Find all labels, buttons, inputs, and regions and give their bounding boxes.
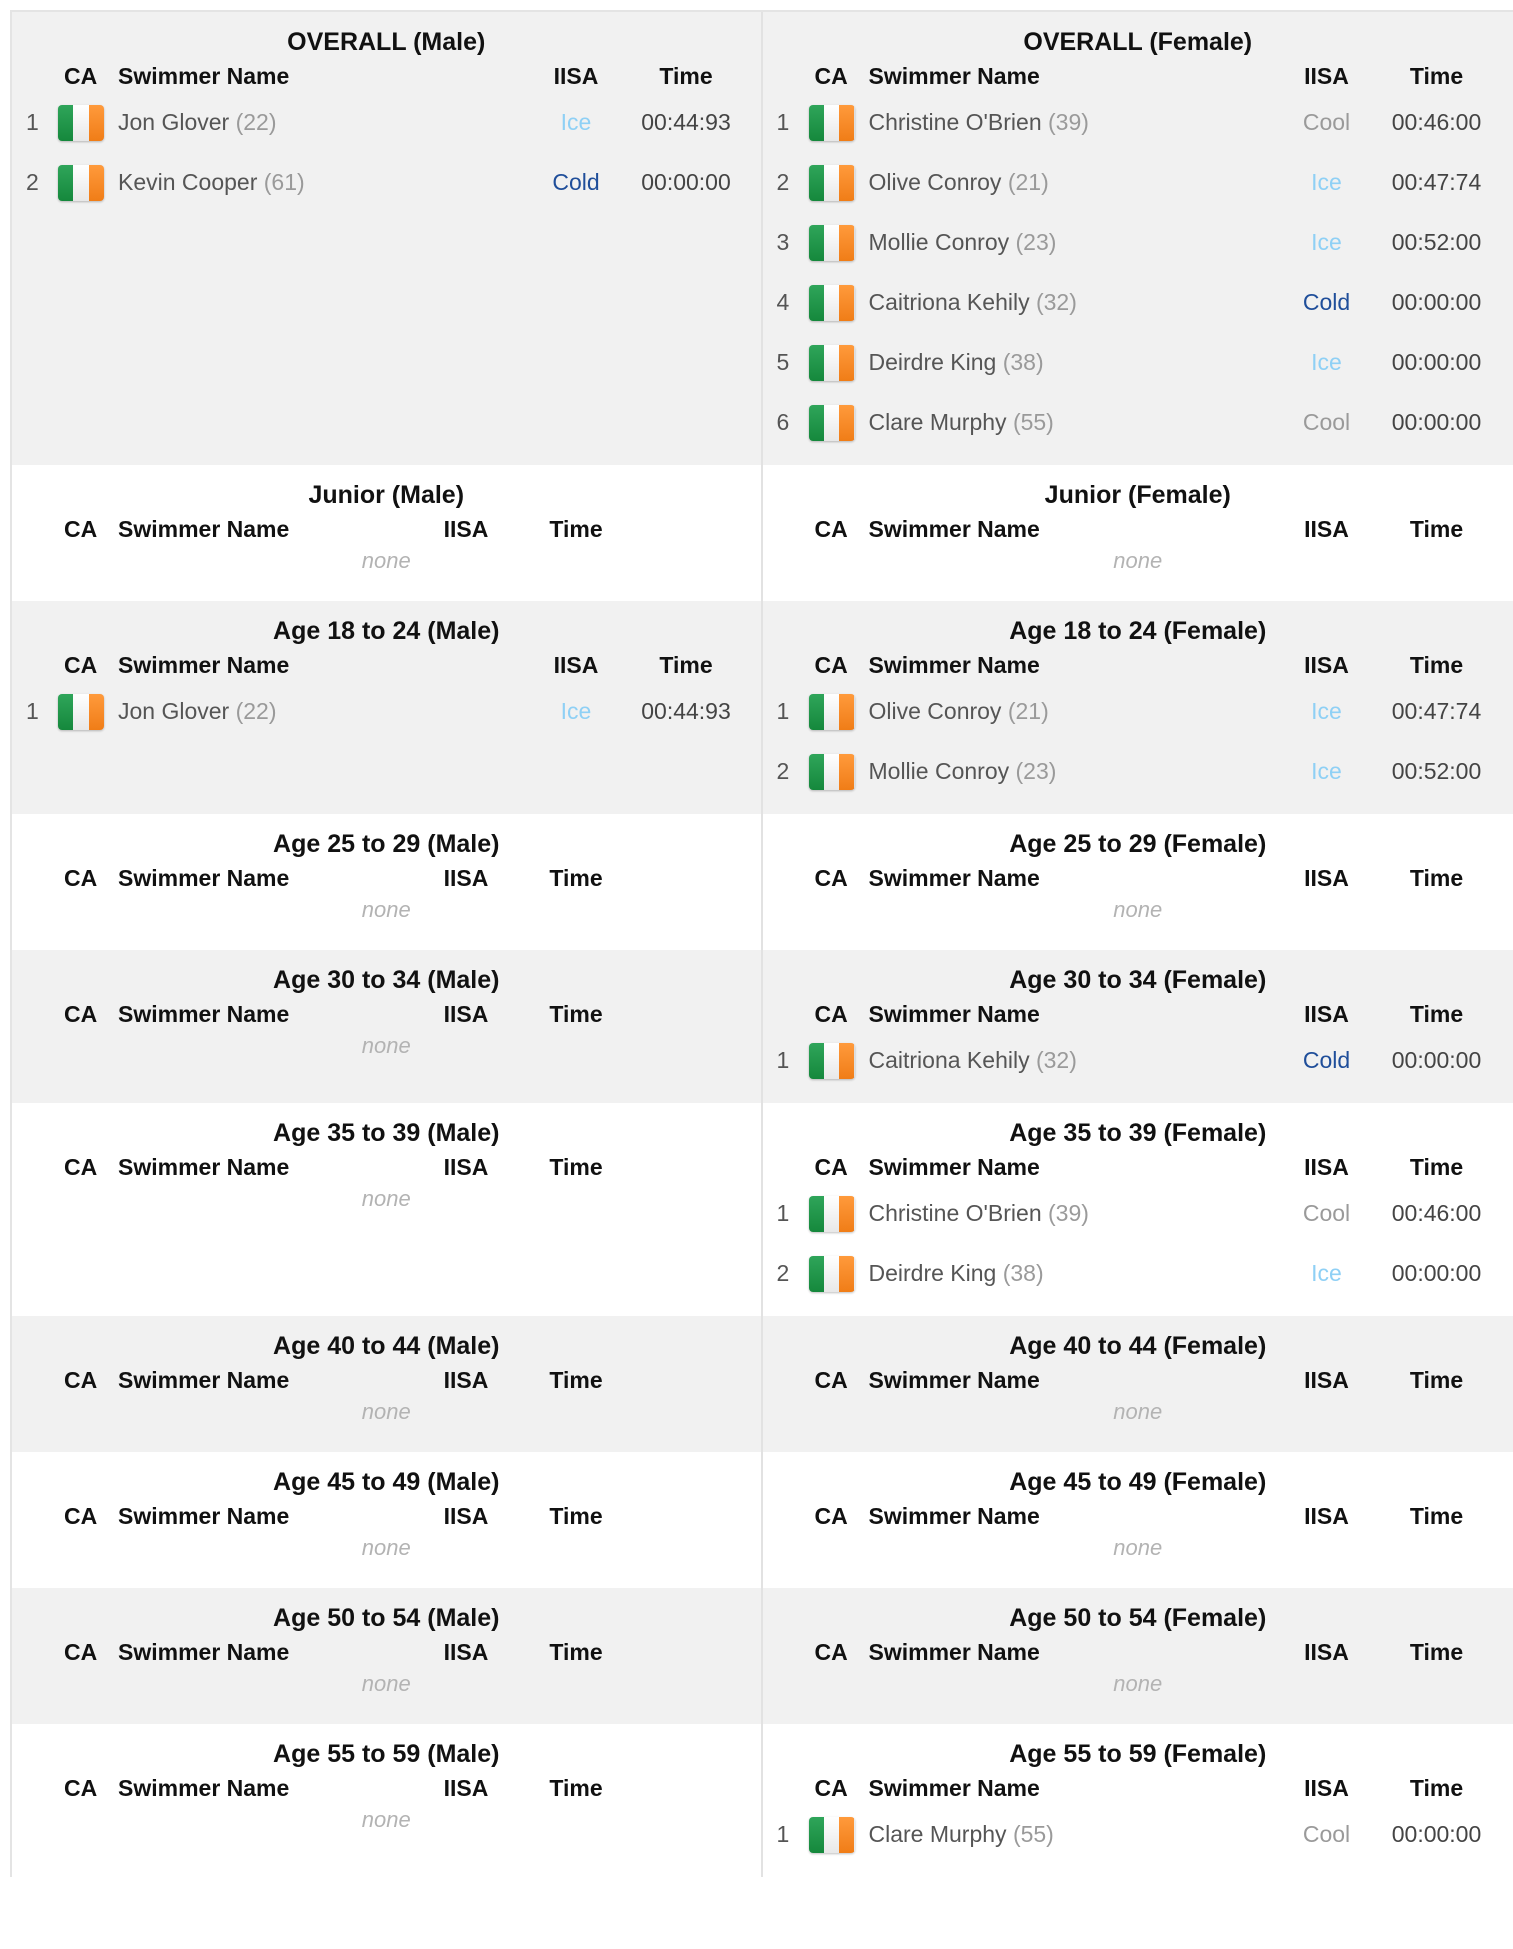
swim-time: 00:46:00 — [1391, 109, 1482, 135]
header-time: Time — [549, 1367, 603, 1393]
result-row — [763, 153, 1513, 213]
header-iisa: IISA — [1304, 1367, 1349, 1393]
column-headers — [12, 861, 761, 895]
ireland-flag-icon — [809, 1256, 855, 1292]
swimmer-name[interactable] — [869, 1200, 1089, 1227]
no-results-text: none — [361, 897, 411, 922]
header-iisa: IISA — [1304, 516, 1349, 542]
swimmer-name[interactable] — [869, 758, 1057, 785]
results-section-row — [12, 601, 1513, 814]
iisa-category: Cool — [1302, 1200, 1351, 1226]
male-results-panel — [12, 1452, 763, 1588]
header-iisa: IISA — [553, 63, 599, 89]
swimmer-age: (21) — [1007, 698, 1049, 724]
swimmer-name[interactable] — [118, 109, 277, 136]
result-row — [763, 213, 1513, 273]
ireland-flag-icon — [809, 1043, 855, 1079]
male-results-panel — [12, 601, 763, 814]
swimmer-name-text[interactable]: Clare Murphy — [868, 1821, 1007, 1847]
results-section-row — [12, 1724, 1513, 1877]
swimmer-name-text[interactable]: Jon Glover — [118, 698, 230, 724]
female-results-panel — [763, 950, 1513, 1103]
result-row — [763, 1184, 1513, 1244]
no-results-text: none — [361, 1033, 411, 1058]
male-results-panel — [12, 12, 763, 465]
result-row — [763, 93, 1513, 153]
column-headers — [763, 1150, 1513, 1184]
swimmer-name[interactable] — [869, 169, 1049, 196]
rank: 5 — [776, 349, 790, 375]
header-ca: CA — [814, 1503, 848, 1529]
category-title: OVERALL (Female) — [1023, 28, 1253, 56]
swimmer-name[interactable] — [869, 289, 1077, 316]
header-ca: CA — [64, 1001, 98, 1027]
ireland-flag-icon — [58, 694, 104, 730]
swimmer-age: (22) — [235, 109, 277, 135]
female-results-panel — [763, 1724, 1513, 1877]
swimmer-name[interactable] — [869, 1260, 1044, 1287]
swimmer-name-text[interactable]: Christine O'Brien — [868, 1200, 1042, 1226]
no-results-text: none — [361, 1671, 411, 1696]
no-results-text: none — [1113, 1399, 1163, 1424]
iisa-category: Cold — [1302, 1047, 1351, 1073]
header-swimmer-name: Swimmer Name — [868, 865, 1040, 891]
male-results-panel — [12, 950, 763, 1103]
iisa-category: Ice — [1311, 698, 1342, 724]
swimmer-age: (39) — [1048, 1200, 1089, 1226]
swimmer-age: (23) — [1015, 758, 1057, 784]
column-headers — [12, 512, 761, 546]
results-list — [763, 1184, 1513, 1316]
swimmer-age: (32) — [1035, 289, 1077, 315]
header-ca: CA — [814, 516, 848, 542]
header-time: Time — [549, 1001, 603, 1027]
results-section-row — [12, 1452, 1513, 1588]
results-section-row — [12, 814, 1513, 950]
category-title: Age 55 to 59 (Male) — [273, 1740, 500, 1768]
female-results-panel — [763, 12, 1513, 465]
header-iisa: IISA — [443, 865, 489, 891]
rank: 1 — [776, 1200, 790, 1226]
swimmer-age: (38) — [1002, 349, 1044, 375]
header-iisa: IISA — [443, 1639, 489, 1665]
category-title: Age 35 to 39 (Male) — [273, 1119, 500, 1147]
swimmer-age: (21) — [1007, 169, 1049, 195]
male-results-panel — [12, 465, 763, 601]
rank: 1 — [776, 1047, 790, 1073]
header-time: Time — [1409, 1154, 1464, 1180]
header-swimmer-name: Swimmer Name — [118, 865, 290, 891]
header-iisa: IISA — [1304, 1503, 1349, 1529]
result-row — [763, 273, 1513, 333]
header-swimmer-name: Swimmer Name — [868, 1154, 1040, 1180]
header-iisa: IISA — [443, 1001, 489, 1027]
swim-time: 00:52:00 — [1391, 229, 1482, 255]
male-results-panel — [12, 814, 763, 950]
ireland-flag-icon — [809, 165, 855, 201]
swimmer-name-text[interactable]: Deirdre King — [868, 1260, 997, 1286]
no-results-text: none — [361, 548, 411, 573]
iisa-category: Ice — [1311, 169, 1342, 195]
no-results-text: none — [361, 1807, 411, 1832]
header-time: Time — [1409, 865, 1464, 891]
rank: 6 — [776, 409, 790, 435]
header-ca: CA — [814, 63, 848, 89]
header-time: Time — [1409, 1639, 1464, 1665]
swim-time: 00:00:00 — [1391, 289, 1482, 315]
header-ca: CA — [814, 1001, 848, 1027]
results-section-row — [12, 1316, 1513, 1452]
header-iisa: IISA — [553, 652, 599, 678]
no-results-text: none — [1113, 1671, 1163, 1696]
header-swimmer-name: Swimmer Name — [868, 1367, 1040, 1393]
column-headers — [12, 59, 761, 93]
results-list — [12, 682, 761, 754]
header-time: Time — [1409, 1503, 1464, 1529]
header-time: Time — [1409, 63, 1464, 89]
result-row — [763, 682, 1513, 742]
female-results-panel — [763, 1588, 1513, 1724]
header-swimmer-name: Swimmer Name — [868, 652, 1040, 678]
header-ca: CA — [814, 865, 848, 891]
swimmer-name[interactable] — [869, 109, 1089, 136]
swim-time: 00:00:00 — [641, 169, 731, 195]
header-swimmer-name: Swimmer Name — [118, 63, 290, 89]
header-ca: CA — [814, 1367, 848, 1393]
header-swimmer-name: Swimmer Name — [868, 1503, 1040, 1529]
column-headers — [12, 1150, 761, 1184]
rank: 2 — [776, 169, 790, 195]
results-list — [763, 1805, 1513, 1877]
rank: 4 — [776, 289, 790, 315]
results-section-row — [12, 1588, 1513, 1724]
column-headers — [763, 997, 1513, 1031]
category-title: Age 50 to 54 (Male) — [273, 1604, 500, 1632]
swimmer-name-text[interactable]: Caitriona Kehily — [868, 289, 1030, 315]
header-iisa: IISA — [443, 516, 489, 542]
swim-time: 00:00:00 — [1391, 1821, 1482, 1847]
category-title: Age 40 to 44 (Female) — [1009, 1332, 1267, 1360]
swimmer-name-text[interactable]: Kevin Cooper — [118, 169, 258, 195]
category-title: Junior (Male) — [308, 481, 465, 509]
header-time: Time — [659, 652, 713, 678]
header-time: Time — [549, 1503, 603, 1529]
header-swimmer-name: Swimmer Name — [118, 516, 290, 542]
male-results-panel — [12, 1588, 763, 1724]
ireland-flag-icon — [809, 105, 855, 141]
column-headers — [763, 1363, 1513, 1397]
results-list — [12, 93, 761, 225]
iisa-category: Ice — [560, 698, 592, 724]
swim-time: 00:52:00 — [1391, 758, 1482, 784]
category-title: Age 25 to 29 (Male) — [273, 830, 500, 858]
result-row — [763, 742, 1513, 802]
no-results-text: none — [361, 1186, 411, 1211]
header-iisa: IISA — [1304, 865, 1349, 891]
ireland-flag-icon — [809, 225, 855, 261]
header-iisa: IISA — [1304, 1001, 1349, 1027]
header-time: Time — [1409, 1775, 1464, 1801]
header-swimmer-name: Swimmer Name — [118, 1503, 290, 1529]
rank: 3 — [776, 229, 790, 255]
header-time: Time — [1409, 652, 1464, 678]
header-time: Time — [549, 1154, 603, 1180]
header-swimmer-name: Swimmer Name — [118, 1775, 290, 1801]
column-headers — [763, 59, 1513, 93]
ireland-flag-icon — [809, 1817, 855, 1853]
rank: 2 — [776, 1260, 790, 1286]
column-headers — [12, 997, 761, 1031]
swim-time: 00:00:00 — [1391, 1260, 1482, 1286]
swimmer-name-text[interactable]: Olive Conroy — [868, 169, 1002, 195]
category-title: Age 18 to 24 (Male) — [273, 617, 500, 645]
swimmer-name-text[interactable]: Caitriona Kehily — [868, 1047, 1030, 1073]
ireland-flag-icon — [809, 285, 855, 321]
rank: 1 — [776, 109, 790, 135]
female-results-panel — [763, 1316, 1513, 1452]
swim-time: 00:47:74 — [1391, 169, 1482, 195]
category-title: Age 45 to 49 (Female) — [1009, 1468, 1267, 1496]
header-time: Time — [1409, 1367, 1464, 1393]
swimmer-age: (55) — [1012, 409, 1054, 435]
category-title: Age 55 to 59 (Female) — [1009, 1740, 1267, 1768]
rank: 1 — [776, 1821, 790, 1847]
iisa-category: Cool — [1302, 409, 1351, 435]
header-ca: CA — [814, 1775, 848, 1801]
iisa-category: Cool — [1302, 109, 1351, 135]
header-iisa: IISA — [1304, 1154, 1349, 1180]
iisa-category: Ice — [1311, 758, 1342, 784]
category-title: Age 35 to 39 (Female) — [1009, 1119, 1267, 1147]
category-title: Age 18 to 24 (Female) — [1009, 617, 1267, 645]
iisa-category: Ice — [1311, 229, 1342, 255]
no-results-text: none — [361, 1535, 411, 1560]
female-results-panel — [763, 601, 1513, 814]
category-title: Age 45 to 49 (Male) — [273, 1468, 500, 1496]
swimmer-name-text[interactable]: Jon Glover — [118, 109, 230, 135]
female-results-panel — [763, 814, 1513, 950]
rank: 1 — [26, 698, 39, 724]
column-headers — [763, 512, 1513, 546]
swim-time: 00:00:00 — [1391, 409, 1482, 435]
column-headers — [763, 1499, 1513, 1533]
header-iisa: IISA — [1304, 63, 1349, 89]
swimmer-age: (38) — [1002, 1260, 1044, 1286]
header-iisa: IISA — [443, 1367, 489, 1393]
header-iisa: IISA — [1304, 652, 1349, 678]
swimmer-age: (55) — [1012, 1821, 1054, 1847]
category-title: Age 30 to 34 (Female) — [1009, 966, 1267, 994]
swim-time: 00:44:93 — [641, 109, 731, 135]
header-iisa: IISA — [443, 1503, 489, 1529]
header-time: Time — [1409, 516, 1464, 542]
rank: 1 — [776, 698, 790, 724]
header-ca: CA — [64, 1775, 98, 1801]
swimmer-age: (22) — [235, 698, 277, 724]
result-row — [12, 153, 761, 213]
swimmer-name-text[interactable]: Christine O'Brien — [868, 109, 1042, 135]
column-headers — [763, 648, 1513, 682]
column-headers — [763, 1771, 1513, 1805]
results-list — [763, 1031, 1513, 1103]
header-ca: CA — [64, 1503, 98, 1529]
header-ca: CA — [64, 865, 98, 891]
header-swimmer-name: Swimmer Name — [118, 1639, 290, 1665]
header-swimmer-name: Swimmer Name — [118, 1154, 290, 1180]
female-results-panel — [763, 1103, 1513, 1316]
ireland-flag-icon — [809, 694, 855, 730]
column-headers — [12, 1635, 761, 1669]
category-title: OVERALL (Male) — [287, 28, 486, 56]
iisa-category: Ice — [560, 109, 592, 135]
header-swimmer-name: Swimmer Name — [868, 1775, 1040, 1801]
result-row — [763, 1244, 1513, 1304]
category-title: Age 40 to 44 (Male) — [273, 1332, 500, 1360]
header-iisa: IISA — [443, 1775, 489, 1801]
swimmer-name[interactable] — [869, 698, 1049, 725]
swimmer-name[interactable] — [869, 409, 1054, 436]
ireland-flag-icon — [809, 405, 855, 441]
header-ca: CA — [64, 652, 98, 678]
header-swimmer-name: Swimmer Name — [868, 1639, 1040, 1665]
swimmer-name-text[interactable]: Mollie Conroy — [868, 229, 1010, 255]
results-section-row — [12, 950, 1513, 1103]
iisa-category: Cold — [552, 169, 600, 195]
header-ca: CA — [814, 652, 848, 678]
header-time: Time — [549, 1775, 603, 1801]
rank: 1 — [26, 109, 39, 135]
swim-time: 00:47:74 — [1391, 698, 1482, 724]
swimmer-name-text[interactable]: Clare Murphy — [868, 409, 1007, 435]
ireland-flag-icon — [58, 165, 104, 201]
swimmer-name[interactable] — [869, 1047, 1077, 1074]
swimmer-age: (32) — [1035, 1047, 1077, 1073]
swimmer-name-text[interactable]: Mollie Conroy — [868, 758, 1010, 784]
ireland-flag-icon — [58, 105, 104, 141]
result-row — [12, 682, 761, 742]
result-row — [763, 333, 1513, 393]
swim-time: 00:46:00 — [1391, 1200, 1482, 1226]
header-swimmer-name: Swimmer Name — [868, 1001, 1040, 1027]
swim-time: 00:00:00 — [1391, 1047, 1482, 1073]
swimmer-age: (39) — [1048, 109, 1089, 135]
column-headers — [12, 1771, 761, 1805]
header-swimmer-name: Swimmer Name — [118, 1367, 290, 1393]
female-results-panel — [763, 465, 1513, 601]
iisa-category: Ice — [1311, 349, 1342, 375]
result-row — [763, 393, 1513, 453]
male-results-panel — [12, 1724, 763, 1877]
header-swimmer-name: Swimmer Name — [118, 1001, 290, 1027]
iisa-category: Ice — [1311, 1260, 1342, 1286]
header-ca: CA — [814, 1639, 848, 1665]
swimmer-name[interactable] — [869, 1821, 1054, 1848]
results-section-row — [12, 1103, 1513, 1316]
ireland-flag-icon — [809, 1196, 855, 1232]
header-time: Time — [659, 63, 713, 89]
results-list — [763, 93, 1513, 465]
result-row — [763, 1805, 1513, 1865]
header-time: Time — [549, 1639, 603, 1665]
header-swimmer-name: Swimmer Name — [868, 63, 1040, 89]
swimmer-age: (23) — [1015, 229, 1057, 255]
results-section-row — [12, 465, 1513, 601]
column-headers — [12, 1363, 761, 1397]
category-title: Age 25 to 29 (Female) — [1009, 830, 1267, 858]
header-ca: CA — [64, 1639, 98, 1665]
column-headers — [12, 648, 761, 682]
ireland-flag-icon — [809, 754, 855, 790]
result-row — [12, 93, 761, 153]
swimmer-name-text[interactable]: Deirdre King — [868, 349, 997, 375]
rank: 2 — [776, 758, 790, 784]
results-page — [10, 10, 1513, 1877]
category-title: Age 30 to 34 (Male) — [273, 966, 500, 994]
female-results-panel — [763, 1452, 1513, 1588]
header-ca: CA — [64, 516, 98, 542]
column-headers — [763, 1635, 1513, 1669]
rank: 2 — [26, 169, 39, 195]
header-swimmer-name: Swimmer Name — [118, 652, 290, 678]
header-time: Time — [549, 516, 603, 542]
male-results-panel — [12, 1316, 763, 1452]
iisa-category: Cool — [1302, 1821, 1351, 1847]
no-results-text: none — [361, 1399, 411, 1424]
category-title: Age 50 to 54 (Female) — [1009, 1604, 1267, 1632]
swimmer-name[interactable] — [869, 349, 1044, 376]
result-row — [763, 1031, 1513, 1091]
category-title: Junior (Female) — [1044, 481, 1231, 509]
column-headers — [12, 1499, 761, 1533]
iisa-category: Cold — [1302, 289, 1351, 315]
ireland-flag-icon — [809, 345, 855, 381]
no-results-text: none — [1113, 1535, 1163, 1560]
results-section-row — [12, 12, 1513, 465]
header-iisa: IISA — [1304, 1775, 1349, 1801]
swimmer-name[interactable] — [118, 169, 305, 196]
column-headers — [763, 861, 1513, 895]
header-iisa: IISA — [443, 1154, 489, 1180]
no-results-text: none — [1113, 548, 1163, 573]
swimmer-name[interactable] — [869, 229, 1057, 256]
header-time: Time — [549, 865, 603, 891]
header-ca: CA — [64, 63, 98, 89]
swimmer-name-text[interactable]: Olive Conroy — [868, 698, 1002, 724]
male-results-panel — [12, 1103, 763, 1316]
no-results-text: none — [1113, 897, 1163, 922]
header-swimmer-name: Swimmer Name — [868, 516, 1040, 542]
header-iisa: IISA — [1304, 1639, 1349, 1665]
swimmer-name[interactable] — [118, 698, 277, 725]
header-time: Time — [1409, 1001, 1464, 1027]
swim-time: 00:00:00 — [1391, 349, 1482, 375]
swim-time: 00:44:93 — [641, 698, 731, 724]
results-list — [763, 682, 1513, 814]
header-ca: CA — [64, 1154, 98, 1180]
header-ca: CA — [64, 1367, 98, 1393]
header-ca: CA — [814, 1154, 848, 1180]
swimmer-age: (61) — [263, 169, 305, 195]
